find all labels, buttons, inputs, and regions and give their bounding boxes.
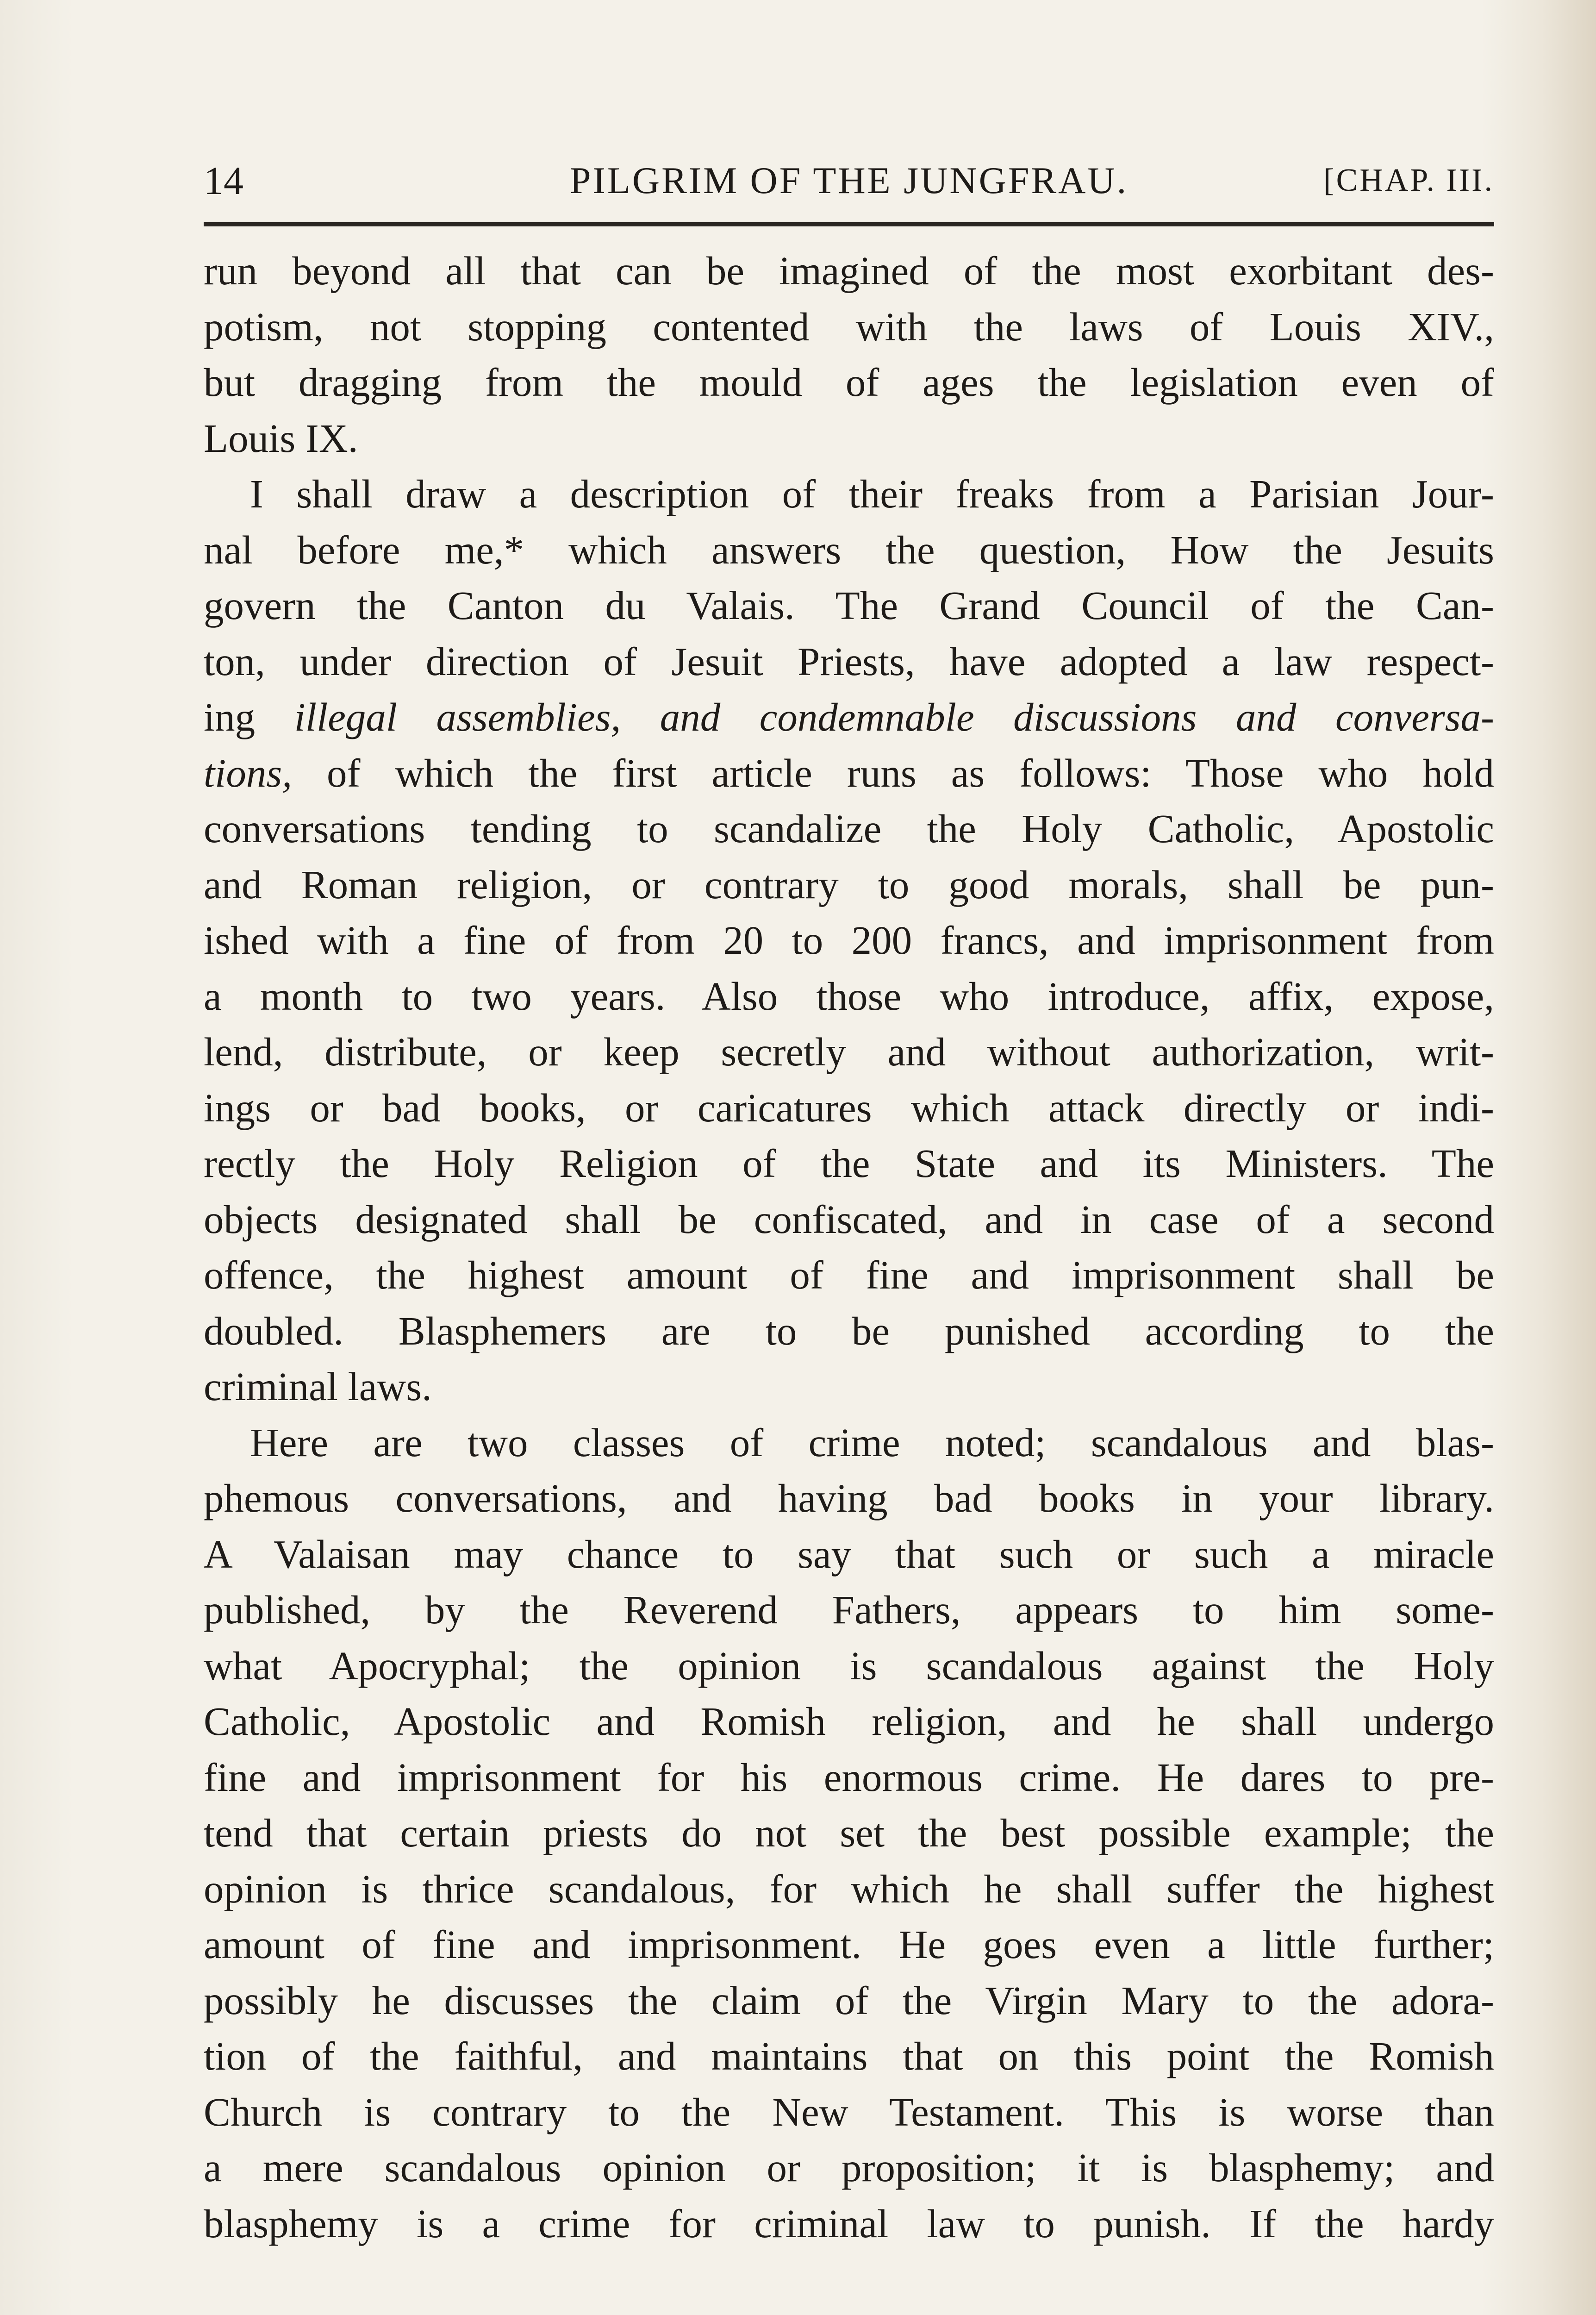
chapter-reference: [CHAP. III. [1323, 163, 1494, 198]
running-head [204, 153, 1494, 208]
text-line: amount of fine and imprisonment. He goes even a little further; [204, 1922, 1494, 1967]
text-line: run beyond all that can be imagined of the most exorbitant des- [204, 248, 1494, 293]
text-line: ished with a fine of from 20 to 200 francs, and imprisonment from [204, 918, 1494, 963]
italic-phrase: illegal assemblies, and condemnable discussions and conversa- [294, 694, 1494, 739]
text-line: Louis IX. [204, 415, 358, 461]
italic-phrase: tions, [204, 750, 292, 795]
plain-text: of which the first article runs as follows: Those who hold [292, 750, 1494, 795]
text-line: doubled. Blasphemers are to be punished according to the [204, 1308, 1494, 1353]
text-line: tend that certain priests do not set the best possible example; the [204, 1810, 1494, 1855]
text-line: what Apocryphal; the opinion is scandalous against the Holy [204, 1643, 1494, 1688]
text-line: Church is contrary to the New Testament. This is worse than [204, 2089, 1494, 2134]
text-line: blasphemy is a crime for criminal law to punish. If the hardy [204, 2201, 1494, 2246]
text-line: objects designated shall be confiscated, and in case of a second [204, 1196, 1494, 1242]
header-rule [204, 222, 1494, 226]
text-line: rectly the Holy Religion of the State and its Ministers. The [204, 1141, 1494, 1186]
text-line: phemous conversations, and having bad books in your library. [204, 1476, 1494, 1520]
text-line: fine and imprisonment for his enormous crime. He dares to pre- [204, 1754, 1494, 1800]
text-line: I shall draw a description of their freaks from a Parisian Jour- [250, 471, 1494, 516]
text-line: opinion is thrice scandalous, for which he shall suffer the highest [204, 1866, 1494, 1911]
text-line: Catholic, Apostolic and Romish religion, and he shall undergo [204, 1699, 1494, 1744]
text-line: conversations tending to scandalize the Holy Catholic, Apostolic [204, 806, 1494, 851]
text-line: lend, distribute, or keep secretly and without authorization, writ- [204, 1029, 1494, 1074]
text-line: published, by the Reverend Fathers, appears to him some- [204, 1587, 1494, 1632]
book-title: PILGRIM OF THE JUNGFRAU. [569, 159, 1128, 201]
text-line: possibly he discusses the claim of the Virgin Mary to the adora- [204, 1977, 1494, 2023]
page-number: 14 [204, 158, 243, 203]
text-line: criminal laws. [204, 1364, 432, 1409]
text-line: ings or bad books, or caricatures which attack directly or indi- [204, 1085, 1494, 1130]
text-line: govern the Canton du Valais. The Grand Council of the Can- [204, 583, 1494, 628]
body-text [204, 243, 1494, 2252]
text-line: but dragging from the mould of ages the legislation even of [204, 360, 1494, 405]
text-line: tion of the faithful, and maintains that on this point the Romish [204, 2033, 1494, 2078]
text-line: a mere scandalous opinion or proposition; it is blasphemy; and [204, 2145, 1494, 2190]
text-line-italic-phrase [204, 745, 1494, 801]
text-line-italic-phrase [204, 689, 1494, 745]
text-line: ton, under direction of Jesuit Priests, have adopted a law respect- [204, 638, 1494, 684]
text-line: Here are two classes of crime noted; scandalous and blas- [250, 1420, 1494, 1465]
plain-text: ing [204, 694, 294, 739]
text-line: nal before me,* which answers the question, How the Jesuits [204, 527, 1494, 572]
text-line: offence, the highest amount of fine and imprisonment shall be [204, 1252, 1494, 1297]
text-line: a month to two years. Also those who introduce, affix, expose, [204, 973, 1494, 1019]
text-line: potism, not stopping contented with the laws of Louis XIV., [204, 304, 1494, 349]
text-line: A Valaisan may chance to say that such or such a miracle [204, 1531, 1494, 1577]
text-line: and Roman religion, or contrary to good morals, shall be pun- [204, 862, 1494, 907]
